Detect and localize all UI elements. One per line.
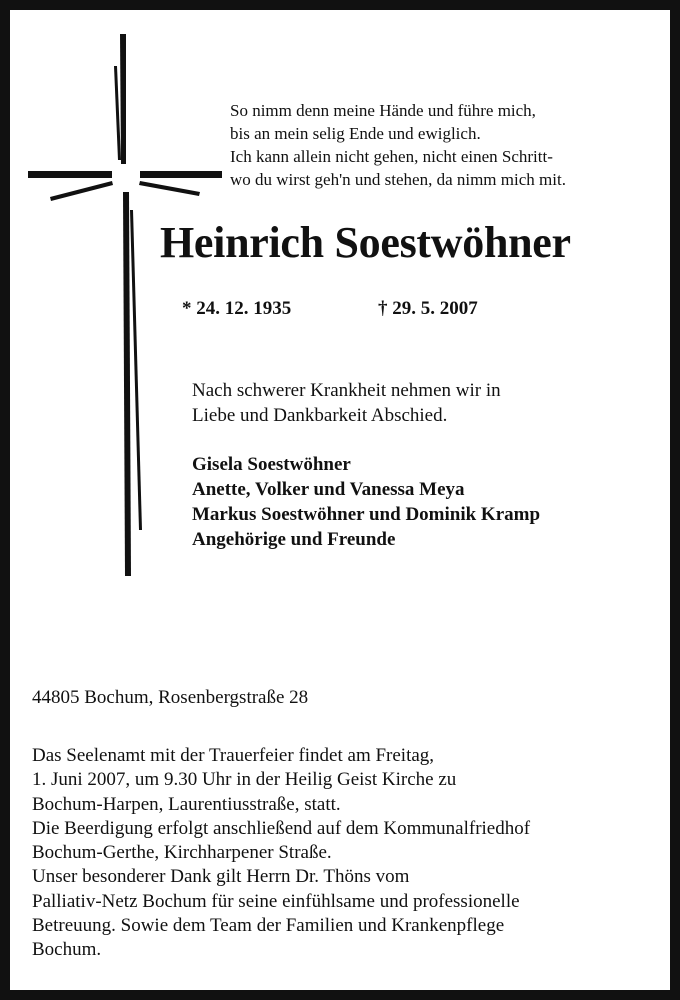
service-line: Unser besonderer Dank gilt Herrn Dr. Thöns vom [32,866,410,888]
birth-date: * 24. 12. 1935 [182,298,292,319]
mourner-name: Markus Soestwöhner und Dominik Kramp [192,504,541,525]
service-line: Bochum-Harpen, Laurentiusstraße, statt. [32,793,341,815]
farewell-line: Nach schwerer Krankheit nehmen wir in [192,380,501,401]
death-date: † 29. 5. 2007 [378,298,478,319]
mourner-name: Gisela Soestwöhner [192,454,351,475]
poem [230,99,670,191]
mourners-list [192,452,672,552]
poem-line: Ich kann allein nicht gehen, nicht einen Schritt- [230,147,553,166]
mourner-name: Anette, Volker und Vanessa Meya [192,479,465,500]
farewell-line: Liebe und Dankbarkeit Abschied. [192,405,448,426]
life-dates [182,295,602,323]
service-details [32,744,672,963]
service-line: 1. Juni 2007, um 9.30 Uhr in der Heilig Geist Kirche zu [32,769,457,791]
service-line: Die Beerdigung erfolgt anschließend auf dem Kommunalfriedhof [32,817,531,839]
poem-line: So nimm denn meine Hände und führe mich, [230,101,536,120]
family-address: 44805 Bochum, Rosenbergstraße 28 [32,687,309,708]
farewell-text [192,378,652,428]
mourner-name: Angehörige und Freunde [192,529,396,550]
poem-line: wo du wirst geh'n und stehen, da nimm mich mit. [230,170,566,189]
service-line: Bochum. [32,939,102,961]
service-line: Bochum-Gerthe, Kirchharpener Straße. [32,842,332,864]
deceased-name: Heinrich Soestwöhner [160,218,571,267]
service-line: Betreuung. Sowie dem Team der Familien und Krankenpflege [32,915,505,937]
service-line: Palliativ-Netz Bochum für seine einfühlsame und professionelle [32,890,520,912]
service-line: Das Seelenamt mit der Trauerfeier findet am Freitag, [32,745,435,766]
poem-line: bis an mein selig Ende und ewiglich. [230,124,481,143]
